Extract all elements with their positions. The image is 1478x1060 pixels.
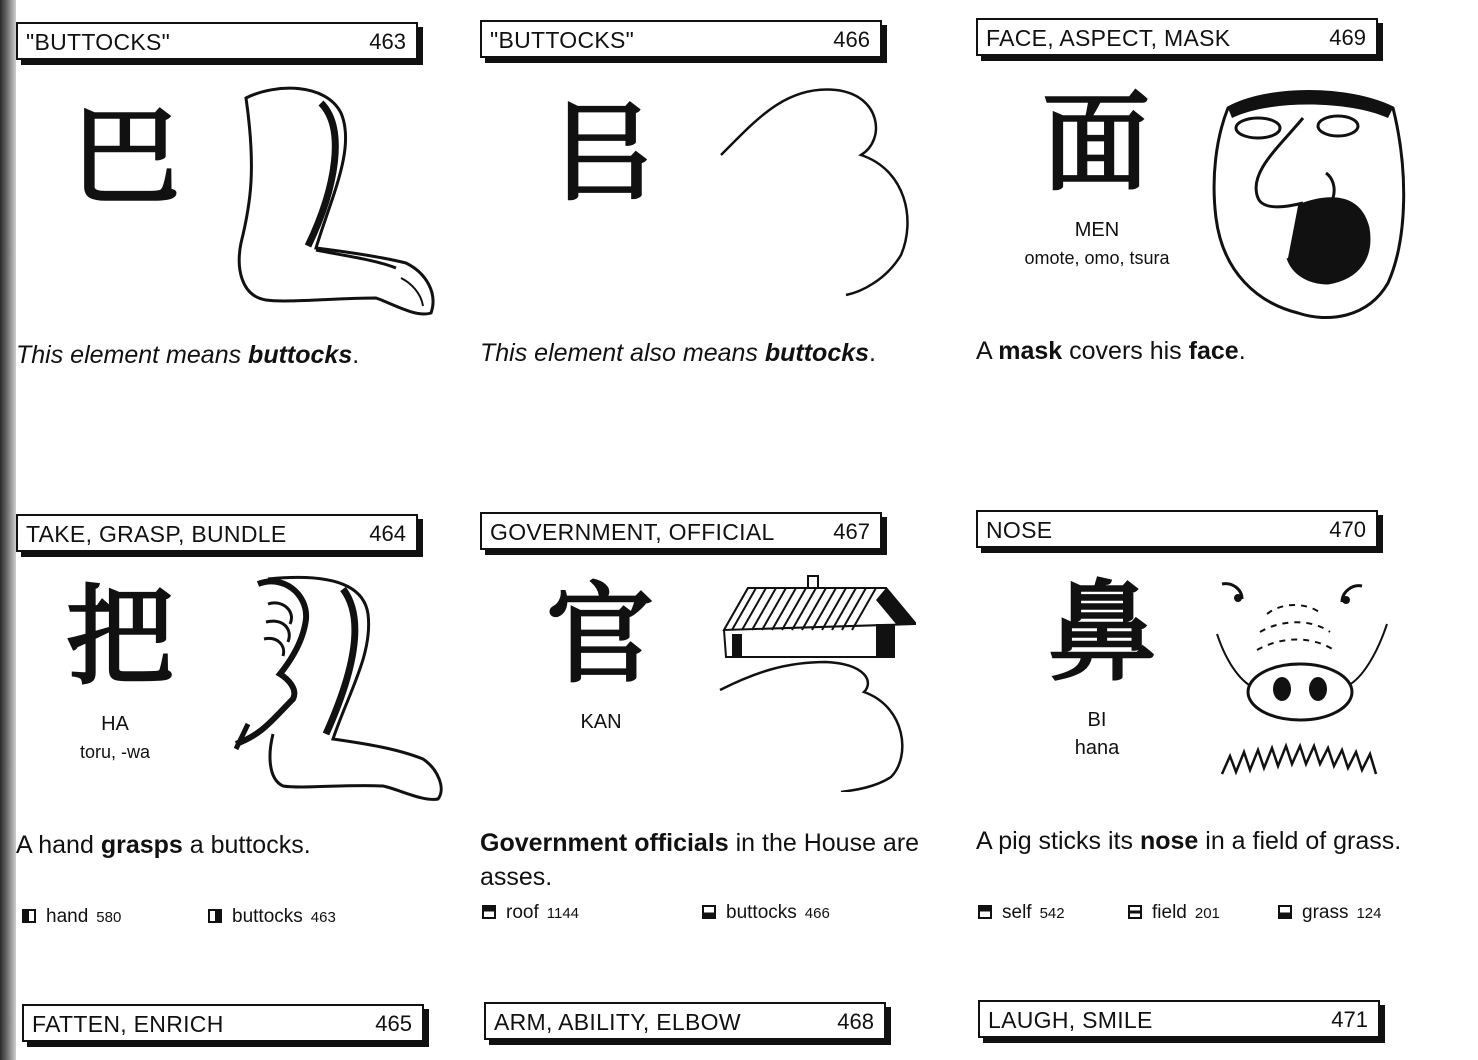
kun-reading: hana xyxy=(1074,737,1120,759)
caption-keyword: grasps xyxy=(100,831,183,859)
entry-kanji: 官 xyxy=(546,573,655,698)
entry-header xyxy=(976,18,1378,56)
entry-number: 469 xyxy=(1329,25,1366,50)
entry-464 xyxy=(16,514,456,984)
entry-471 xyxy=(978,1000,1418,1060)
entry-header xyxy=(978,1000,1380,1038)
caption-text: covers his xyxy=(1062,337,1189,365)
buttocks-curve-illustration xyxy=(716,80,916,300)
entry-title: NOSE xyxy=(986,517,1053,543)
entry-title: ARM, ABILITY, ELBOW xyxy=(494,1009,741,1035)
entry-caption xyxy=(16,828,466,862)
entry-467 xyxy=(480,512,920,982)
caption-text: in a field of grass. xyxy=(1198,827,1402,855)
component-label: field xyxy=(1152,902,1187,923)
caption-text: A pig sticks its xyxy=(976,827,1140,855)
caption-keyword: mask xyxy=(998,337,1063,365)
page-binding-shadow xyxy=(0,0,16,1060)
component-self xyxy=(978,902,1065,924)
entry-463 xyxy=(16,22,456,492)
component-label: grass xyxy=(1302,902,1349,923)
entry-title: "BUTTOCKS" xyxy=(26,29,171,55)
entry-466 xyxy=(480,20,920,490)
caption-text: a buttocks. xyxy=(182,831,311,859)
component-ref: 1144 xyxy=(546,905,580,922)
entry-number: 465 xyxy=(375,1011,412,1036)
caption-text: . xyxy=(1238,337,1246,365)
caption-keyword: buttocks xyxy=(764,339,870,367)
component-field xyxy=(1128,902,1220,924)
house-over-buttocks-illustration xyxy=(716,572,916,792)
caption-keyword: buttocks xyxy=(248,341,353,369)
kneeling-buttocks-illustration xyxy=(216,78,446,328)
component-ref: 580 xyxy=(96,909,122,926)
caption-text: . xyxy=(352,341,360,369)
entry-kanji: 把 xyxy=(66,575,175,700)
entry-header xyxy=(22,1004,424,1042)
entry-kanji: 巴 xyxy=(72,95,181,220)
entry-title: TAKE, GRASP, BUNDLE xyxy=(26,521,287,547)
entry-title: LAUGH, SMILE xyxy=(988,1007,1153,1033)
entry-header xyxy=(16,22,418,60)
entry-caption xyxy=(480,826,930,894)
component-position-icon xyxy=(1128,905,1142,919)
caption-text: A hand xyxy=(16,831,101,859)
component-position-icon xyxy=(208,909,222,923)
component-label: roof xyxy=(506,902,539,923)
pig-nose-in-grass-illustration xyxy=(1212,574,1392,794)
entry-number: 466 xyxy=(833,27,870,52)
entry-caption xyxy=(480,336,930,370)
component-ref: 542 xyxy=(1039,905,1065,922)
entry-kanji: 鼻 xyxy=(1048,571,1157,696)
entry-title: "BUTTOCKS" xyxy=(490,27,635,53)
entry-header xyxy=(484,1002,886,1040)
on-reading: MEN xyxy=(1074,219,1120,241)
component-position-icon xyxy=(978,905,992,919)
entry-header xyxy=(480,512,882,550)
caption-text: in the House are asses. xyxy=(480,829,920,891)
entry-470 xyxy=(976,510,1416,980)
entry-header xyxy=(976,510,1378,548)
entry-number: 471 xyxy=(1331,1007,1368,1032)
entry-465 xyxy=(22,1004,462,1060)
caption-text: . xyxy=(869,339,876,367)
component-label: buttocks xyxy=(726,902,797,923)
entry-number: 467 xyxy=(833,519,870,544)
kun-reading: toru, -wa xyxy=(79,742,151,762)
caption-text: This element means xyxy=(16,341,249,369)
entry-kanji: 面 xyxy=(1042,81,1151,206)
on-reading: BI xyxy=(1087,709,1107,731)
component-buttocks xyxy=(702,902,830,924)
component-position-icon xyxy=(702,905,716,919)
component-ref: 466 xyxy=(804,905,830,922)
on-reading: KAN xyxy=(580,711,622,733)
component-grass xyxy=(1278,902,1382,924)
entry-header xyxy=(480,20,882,58)
component-label: buttocks xyxy=(232,906,303,927)
mask-illustration xyxy=(1208,78,1408,328)
entry-caption xyxy=(976,334,1426,368)
component-label: self xyxy=(1002,902,1032,923)
component-ref: 201 xyxy=(1194,905,1220,922)
caption-keyword: nose xyxy=(1139,827,1199,855)
entry-caption xyxy=(16,338,466,372)
component-ref: 124 xyxy=(1356,905,1382,922)
entry-kanji: 㠯 xyxy=(550,91,659,216)
caption-keyword: face xyxy=(1188,337,1239,365)
component-position-icon xyxy=(22,909,36,923)
component-label: hand xyxy=(46,906,89,927)
entry-number: 470 xyxy=(1329,517,1366,542)
caption-text: A xyxy=(976,337,999,365)
entry-468 xyxy=(484,1002,924,1060)
component-buttocks xyxy=(208,906,336,928)
component-hand xyxy=(22,906,121,928)
entry-title: FACE, ASPECT, MASK xyxy=(986,25,1231,51)
entry-469 xyxy=(976,18,1416,488)
component-roof xyxy=(482,902,579,924)
caption-text: This element also means xyxy=(480,339,765,367)
kun-reading: omote, omo, tsura xyxy=(1024,248,1170,268)
entry-title: GOVERNMENT, OFFICIAL xyxy=(490,519,775,545)
entry-number: 468 xyxy=(837,1009,874,1034)
entry-title: FATTEN, ENRICH xyxy=(32,1011,224,1037)
entry-header xyxy=(16,514,418,552)
entry-caption xyxy=(976,824,1426,858)
component-position-icon xyxy=(482,905,496,919)
component-position-icon xyxy=(1278,905,1292,919)
hand-grasping-buttocks-illustration xyxy=(228,574,458,804)
component-ref: 463 xyxy=(310,909,336,926)
on-reading: HA xyxy=(101,713,129,735)
entry-number: 464 xyxy=(369,521,406,546)
caption-keyword: Government officials xyxy=(480,829,729,857)
entry-number: 463 xyxy=(369,29,406,54)
